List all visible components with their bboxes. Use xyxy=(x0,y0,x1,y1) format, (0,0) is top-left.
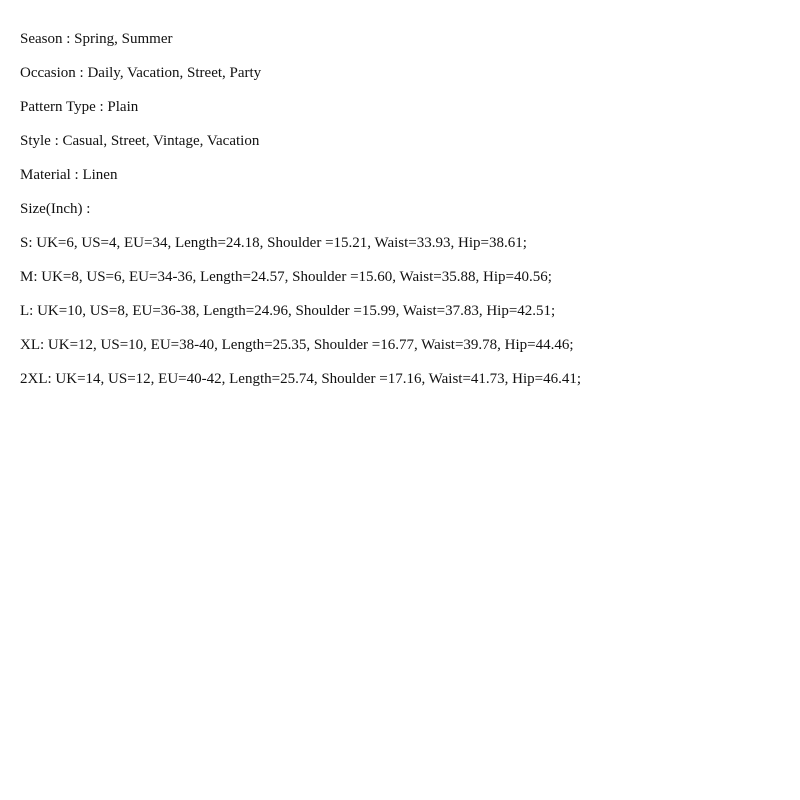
size-row-m: M: UK=8, US=6, EU=34-36, Length=24.57, Shoulder =15.60, Waist=35.88, Hip=40.56; xyxy=(20,269,552,285)
product-details xyxy=(20,29,790,403)
size-row-2xl: 2XL: UK=14, US=12, EU=40-42, Length=25.74, Shoulder =17.16, Waist=41.73, Hip=46.41; xyxy=(20,371,582,387)
size-row-s: S: UK=6, US=4, EU=34, Length=24.18, Shoulder =15.21, Waist=33.93, Hip=38.61; xyxy=(20,235,527,251)
style-text: Style : Casual, Street, Vintage, Vacation xyxy=(20,133,260,149)
material-text: Material : Linen xyxy=(20,167,118,183)
occasion-text: Occasion : Daily, Vacation, Street, Party xyxy=(20,65,262,81)
season-text: Season : Spring, Summer xyxy=(20,31,173,47)
size-heading: Size(Inch) : xyxy=(20,201,91,217)
size-row-l: L: UK=10, US=8, EU=36-38, Length=24.96, Shoulder =15.99, Waist=37.83, Hip=42.51; xyxy=(20,303,556,319)
pattern-type-text: Pattern Type : Plain xyxy=(20,99,139,115)
size-row-xl: XL: UK=12, US=10, EU=38-40, Length=25.35, Shoulder =16.77, Waist=39.78, Hip=44.46; xyxy=(20,337,574,353)
